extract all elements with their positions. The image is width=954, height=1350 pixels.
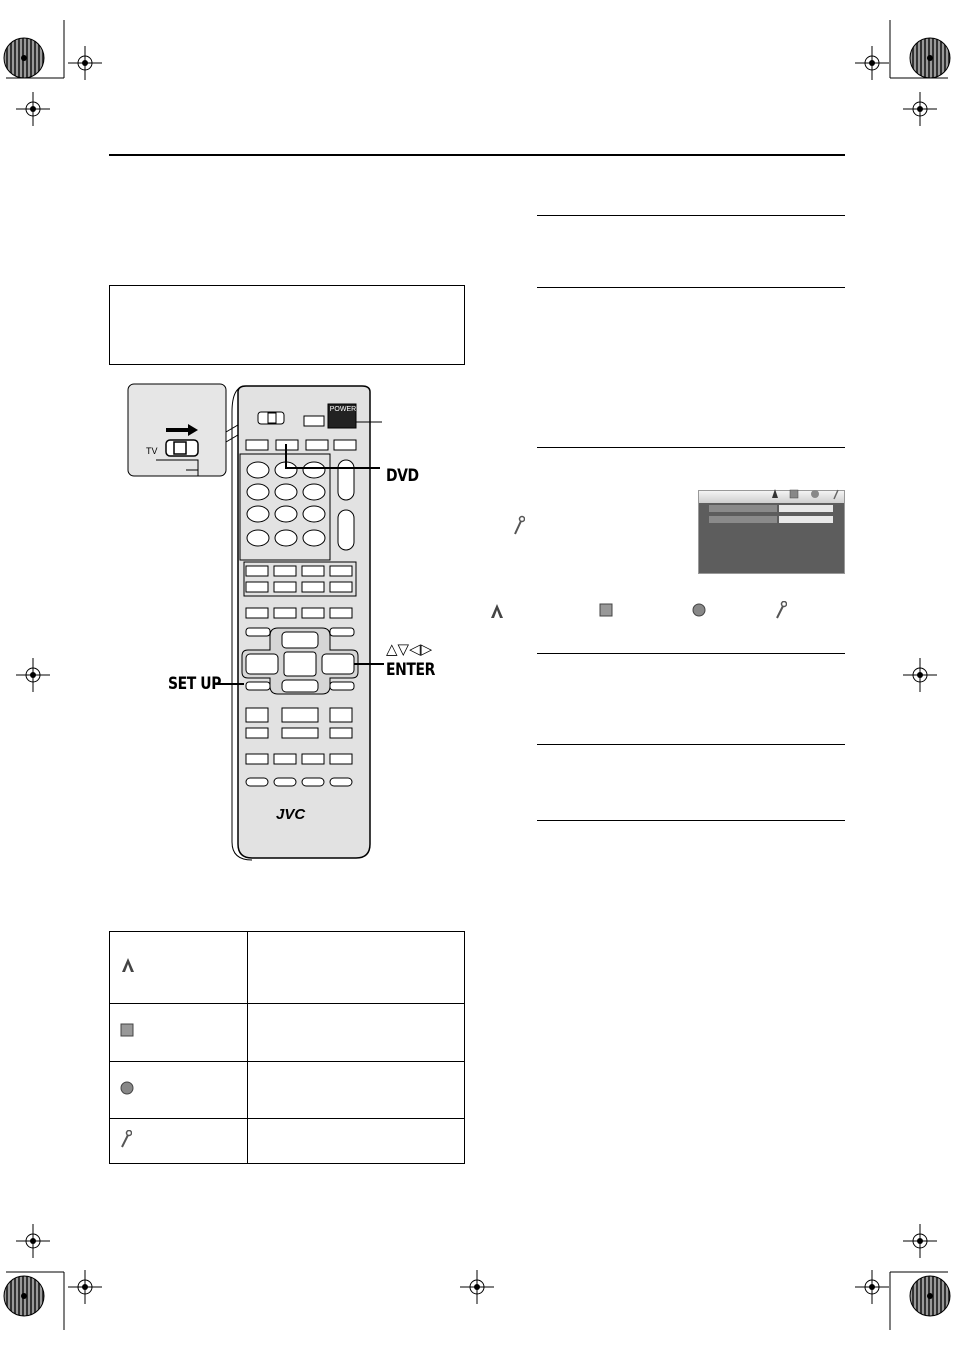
language-icon — [120, 957, 136, 973]
power-label: POWER — [329, 406, 357, 413]
audio-icon — [692, 603, 706, 617]
language-icon — [489, 603, 505, 619]
header-rule — [109, 154, 845, 156]
crosshair-icon — [16, 658, 50, 692]
table-icon-cell — [110, 1119, 248, 1164]
remote-control — [126, 382, 456, 864]
step-rule — [537, 744, 845, 745]
table-row — [110, 1004, 465, 1062]
step-rule — [537, 287, 845, 288]
table-text-cell — [248, 932, 465, 1004]
table-row — [110, 1062, 465, 1119]
table-row — [110, 932, 465, 1004]
table-text-cell — [248, 1004, 465, 1062]
table-text-cell — [248, 1119, 465, 1164]
setup-menu-screen — [698, 490, 845, 574]
step-rule — [537, 820, 845, 821]
arrows-callout: △▽◁▷ — [386, 640, 433, 658]
table-icon-cell — [110, 932, 248, 1004]
step-rule — [537, 215, 845, 216]
brand-logo: JVC — [276, 806, 306, 823]
enter-callout: ENTER — [386, 660, 435, 680]
crosshair-icon — [16, 92, 50, 126]
crosshair-icon — [903, 1224, 937, 1258]
color-wheel-icon — [2, 1274, 46, 1318]
osd-tab-icons — [766, 488, 844, 500]
audio-icon — [120, 1081, 134, 1095]
crosshair-icon — [68, 46, 102, 80]
table-row — [110, 1119, 465, 1164]
crosshair-icon — [460, 1270, 494, 1304]
crosshair-icon — [903, 92, 937, 126]
others-icon — [513, 515, 525, 535]
crosshair-icon — [16, 1224, 50, 1258]
table-icon-cell — [110, 1004, 248, 1062]
color-wheel-icon — [908, 1274, 952, 1318]
setup-menu-row — [709, 516, 833, 523]
crosshair-icon — [855, 1270, 889, 1304]
picture-icon — [120, 1023, 134, 1037]
color-wheel-icon — [2, 36, 46, 80]
step-rule — [537, 447, 845, 448]
table-icon-cell — [110, 1062, 248, 1119]
color-wheel-icon — [908, 36, 952, 80]
note-box — [109, 285, 465, 365]
setup-menu-row — [709, 505, 833, 512]
crosshair-icon — [903, 658, 937, 692]
dvd-callout: DVD — [386, 466, 419, 486]
picture-icon — [599, 603, 613, 617]
crosshair-icon — [68, 1270, 102, 1304]
table-text-cell — [248, 1062, 465, 1119]
step-rule — [537, 653, 845, 654]
tv-switch-label: TV — [146, 446, 158, 456]
others-icon — [120, 1130, 132, 1148]
others-icon — [775, 601, 787, 619]
setup-icon-table — [109, 931, 465, 1164]
setup-callout: SET UP — [168, 674, 222, 694]
crosshair-icon — [855, 46, 889, 80]
